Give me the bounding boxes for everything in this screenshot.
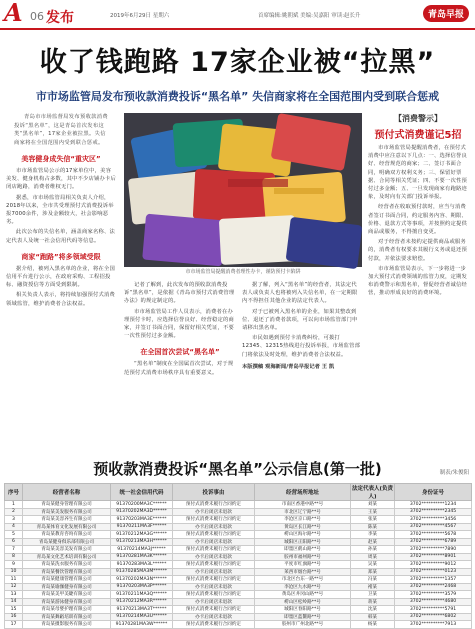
paragraph: 市市场监管局公示的17家单位中，美容美发、健身机构占多数，其中不少店铺办卡后闭店跑路，消费者维权无门。: [6, 168, 116, 191]
issue-date: 2019年6月29日 星期六: [110, 13, 170, 19]
table-cell: 3702**********7890: [395, 546, 472, 554]
table-row: [5, 531, 472, 539]
table-header-cell: 身份证号: [395, 484, 472, 501]
table-cell: 办卡后闭店未退款: [173, 613, 255, 621]
table-row: [5, 523, 472, 531]
table-cell: 91370214MA3J******: [111, 546, 173, 554]
table-cell: 91370214MA3U******: [111, 613, 173, 621]
table-cell: 3702**********2468: [395, 583, 472, 591]
table-cell: 市南区香港中路**号: [255, 501, 351, 509]
table-cell: 17: [5, 621, 23, 629]
paragraph: 对于已被列入黑名单的企业，如果其整改到位、退还了消费者款项，可以向市场监管部门申请移出黑名单。: [242, 308, 358, 332]
table-cell: 办卡后闭店未退款: [173, 553, 255, 561]
table-cell: 即墨区蓝鳌路**号: [255, 613, 351, 621]
paragraph: 据介绍，被列入黑名单的企业，将在全国信用平台进行公示，在政府采购、工程招投标、融资授信等方面受到限制。: [6, 265, 115, 289]
headline: 收了钱跑路 17家企业被“拉黑”: [39, 47, 436, 78]
table-cell: 莱西市烟台路**号: [255, 568, 351, 576]
table-cell: 3: [5, 516, 23, 524]
table-cell: 4: [5, 523, 23, 531]
table-cell: 91370213MA3H******: [111, 538, 173, 546]
table-cell: 3702**********2345: [395, 508, 472, 516]
paragraph: 市市场监管局工作人员表示，消费者在办理预付卡时，应选择信誉良好、经营稳定的商家，并签订书面合同，保留好相关凭证，不要一次性预付过多金额。: [124, 308, 234, 340]
table-cell: 卫某: [351, 591, 395, 599]
table-cell: 青岛某洗衣服务有限公司: [23, 561, 111, 569]
editor-credits: 首席编辑:姚朝斌 美编:吴嘉阳 审读:赵长升: [258, 13, 361, 19]
table-header-cell: 经营者名称: [23, 484, 111, 501]
table-cell: 10: [5, 568, 23, 576]
table-header-cell: 统一社会信用代码: [111, 484, 173, 501]
table-cell: 刘某: [351, 501, 395, 509]
table-row: [5, 516, 472, 524]
table-cell: 陈某: [351, 523, 395, 531]
table-cell: 周某: [351, 553, 395, 561]
table-row: [5, 561, 472, 569]
table-cell: 3702**********0123: [395, 568, 472, 576]
table-cell: 李沧区九水路**号: [255, 583, 351, 591]
table-cell: 青岛某美发服务有限公司: [23, 508, 111, 516]
table-cell: 平度市红旗路**号: [255, 561, 351, 569]
table-cell: 城阳区春阳路**号: [255, 606, 351, 614]
table-cell: 胶州市福州路**号: [255, 553, 351, 561]
table-row: [5, 598, 472, 606]
section-heading-3: 在全国首次尝试“黑名单”: [140, 348, 220, 357]
cards-illustration: [124, 113, 362, 267]
table-cell: 市北区台东一路**号: [255, 576, 351, 584]
table-cell: 91370281MA3W******: [111, 621, 173, 629]
table-header-cell: 序号: [5, 484, 23, 501]
table-row: [5, 553, 472, 561]
blacklist-table: [4, 483, 472, 629]
table-row: [5, 508, 472, 516]
table-cell: 孙某: [351, 546, 395, 554]
table-cell: 预付式消费未履行合同约定: [173, 561, 255, 569]
table-cell: 即墨区鹤山路**号: [255, 546, 351, 554]
table-cell: 1: [5, 501, 23, 509]
sidebar-text: [368, 144, 468, 298]
sidebar-title: 预付式消费谨记5招: [374, 130, 462, 141]
table-cell: 7: [5, 546, 23, 554]
table-cell: 青岛某母婴护理有限公司: [23, 606, 111, 614]
table-cell: 黄岛区长江路**号: [255, 523, 351, 531]
table-cell: 91370211MA3F******: [111, 523, 173, 531]
table-cell: 预付式消费未履行合同约定: [173, 606, 255, 614]
table-cell: 91370202MA3N******: [111, 576, 173, 584]
subheadline: 市市场监管局发布预收款消费投诉“黑名单” 失信商家将在全国范围内受到联合惩戒: [35, 90, 440, 103]
photo-caption: 市市场监管局提醒消费者理性办卡，谨防预付卡陷阱: [185, 269, 301, 275]
table-cell: 青岛某美容养生有限公司: [23, 516, 111, 524]
table-cell: 3702**********3579: [395, 591, 472, 599]
table-cell: 预付式消费未履行合同约定: [173, 576, 255, 584]
blacklist-table-section: [4, 458, 471, 629]
column-2-text-2: [124, 360, 236, 376]
table-cell: 3702**********3456: [395, 516, 472, 524]
table-cell: 9: [5, 561, 23, 569]
table-row: [5, 591, 472, 599]
table-cell: 韩某: [351, 613, 395, 621]
paragraph: “黑名单”制度在全国属首次尝试，对于规范预付式消费市场秩序具有重要意义。: [124, 361, 234, 376]
table-cell: 办卡后闭店未退款: [173, 598, 255, 606]
paragraph: 市市场监管局表示，下一步将进一步加大预付式消费领域的监管力度，定期发布消费警示和黑名单，督促经营者诚信经营，推动形成良好的消费环境。: [368, 265, 467, 297]
masthead: [0, 0, 475, 30]
table-cell: 3702**********6789: [395, 538, 472, 546]
table-cell: 3702**********1357: [395, 576, 472, 584]
section-heading-2: 商家“跑路”将多领域受限: [21, 252, 101, 261]
table-cell: 蒋某: [351, 598, 395, 606]
table-cell: 褚某: [351, 583, 395, 591]
paragraph: 经营者在收取预付款时，应当与消费者签订书面合同，约定服务内容、期限、价格、退款方式等事项，并按照约定提供商品或服务，不得擅自变更。: [368, 204, 467, 236]
table-cell: 城阳区正阳路**号: [255, 538, 351, 546]
table-cell: 黄岛区井冈山路**号: [255, 591, 351, 599]
table-cell: 崂山区海尔路**号: [255, 531, 351, 539]
page-number: 06: [30, 10, 44, 23]
lead-paragraph: 青岛市市场监督局发布预收款消费投诉“黑名单”，这是青岛首次发布这类“黑名单”，17家企业被拉黑。失信商家将在全国范围内受到联合惩戒。: [14, 114, 108, 146]
table-row: [5, 621, 472, 629]
table-cell: 青岛某瑜伽健身有限公司: [23, 583, 111, 591]
table-cell: 沈某: [351, 606, 395, 614]
table-cell: 张某: [351, 516, 395, 524]
table-cell: 3702**********5791: [395, 606, 472, 614]
table-cell: 预付式消费未履行合同约定: [173, 546, 255, 554]
prepaid-cards-photo: [124, 113, 362, 267]
table-cell: 冯某: [351, 576, 395, 584]
table-row: [5, 546, 472, 554]
table-cell: 办卡后闭店未退款: [173, 508, 255, 516]
table-cell: 2: [5, 508, 23, 516]
paragraph: 此次公布的失信名单，涵盖商家名称、法定代表人及统一社会信用代码等信息。: [6, 229, 115, 244]
table-cell: 青岛某游泳健身有限公司: [23, 598, 111, 606]
table-cell: 王某: [351, 508, 395, 516]
table-cell: 李沧区京口路**号: [255, 516, 351, 524]
table-cell: 办卡后闭店未退款: [173, 523, 255, 531]
table-cell: 李某: [351, 531, 395, 539]
column-2-text: [124, 281, 236, 340]
table-cell: 3702**********6802: [395, 613, 472, 621]
table-cell: 郑某: [351, 568, 395, 576]
table-cell: 15: [5, 606, 23, 614]
table-row: [5, 583, 472, 591]
table-cell: 5: [5, 531, 23, 539]
paragraph: 市市场监管局提醒消费者，在预付式消费中应注意以下几点：一、选择信誉良好、经营规范的商家；二、签订书面合同，明确双方权利义务；三、保留好票据、合同等相关凭证；四、不要一次性预付过多金额；五、一旦发现商家有跑路迹象，及时向有关部门投诉举报。: [368, 145, 467, 201]
table-cell: 预付式消费未履行合同约定: [173, 531, 255, 539]
table-cell: 青岛某健身管理有限公司: [23, 501, 111, 509]
table-header-row: [5, 484, 472, 501]
paragraph: 市民如遇到预付卡消费纠纷，可拨打12345、12315热线进行投诉举报，市场监管部门将依法及时处理，维护消费者合法权益。: [242, 335, 361, 358]
table-cell: 6: [5, 538, 23, 546]
table-cell: 11: [5, 576, 23, 584]
sidebar-tag: 【消费警示】: [394, 114, 442, 123]
table-cell: 3702**********4567: [395, 523, 472, 531]
table-cell: 3702**********5678: [395, 531, 472, 539]
table-cell: 青岛某健康管理有限公司: [23, 576, 111, 584]
table-cell: 91370212MA3G******: [111, 531, 173, 539]
table-cell: 91370202MA3D******: [111, 508, 173, 516]
table-cell: 青岛某美甲美睫有限公司: [23, 591, 111, 599]
table-cell: 预付式消费未履行合同约定: [173, 591, 255, 599]
table-row: [5, 538, 472, 546]
table-cell: 赵某: [351, 538, 395, 546]
table-cell: 办卡后闭店未退款: [173, 568, 255, 576]
table-cell: 91370283MA3L******: [111, 561, 173, 569]
table-cell: 青岛某健身俱乐部有限公司: [23, 538, 111, 546]
table-cell: 预付式消费未履行合同约定: [173, 621, 255, 629]
table-cell: 办卡后闭店未退款: [173, 538, 255, 546]
table-cell: 崂山区松岭路**号: [255, 598, 351, 606]
table-cell: 青岛某摄影服务有限公司: [23, 621, 111, 629]
paragraph: 相关负责人表示，将持续加强预付式消费领域监管，维护消费者合法权益。: [6, 292, 115, 307]
table-cell: 91370213MA3T******: [111, 606, 173, 614]
byline: 本版撰稿 观海新闻/青岛早报记者 王 凯: [242, 363, 335, 370]
table-row: [5, 576, 472, 584]
paragraph: 记者了解到，此次发布的预收款消费投诉“黑名单”，是依据《青岛市预付式消费管理办法》的规定制定的。: [124, 282, 235, 305]
table-cell: 91370200MA3C******: [111, 501, 173, 509]
table-cell: 青岛某舞蹈培训有限公司: [23, 613, 111, 621]
table-cell: 市北区辽宁路**号: [255, 508, 351, 516]
table-cell: 青岛某教育咨询有限公司: [23, 531, 111, 539]
table-cell: 3702**********7913: [395, 621, 472, 629]
paragraph: 据了解，列入“黑名单”的经营者，其法定代表人或负责人也将被列入失信名单，在一定期限内不得担任其他企业的法定代表人。: [242, 282, 358, 305]
table-cell: 青岛某文化艺术培训有限公司: [23, 553, 111, 561]
column-1: [6, 113, 116, 310]
table-row: [5, 501, 472, 509]
table-cell: 91370285MA3M******: [111, 568, 173, 576]
table-row: [5, 606, 472, 614]
table-cell: 12: [5, 583, 23, 591]
table-cell: 8: [5, 553, 23, 561]
table-header-cell: 投诉事由: [173, 484, 255, 501]
table-cell: 13: [5, 591, 23, 599]
page-letter: A: [4, 0, 23, 27]
table-body: [5, 501, 472, 629]
table-header-cell: 法定代表人(负责人): [351, 484, 395, 501]
table-cell: 3702**********4680: [395, 598, 472, 606]
table-cell: 91370212MA3R******: [111, 598, 173, 606]
table-cell: 胶州市广州北路**号: [255, 621, 351, 629]
table-cell: 14: [5, 598, 23, 606]
table-cell: 91370211MA3Q******: [111, 591, 173, 599]
table-cell: 3702**********9012: [395, 561, 472, 569]
column-3: [242, 278, 362, 370]
column-3-text: [242, 281, 362, 359]
table-cell: 91370203MA3E******: [111, 516, 173, 524]
table-cell: 青岛某美容美发有限公司: [23, 546, 111, 554]
table-cell: 青岛某体育文化发展有限公司: [23, 523, 111, 531]
newspaper-logo: 青岛早报: [423, 5, 469, 22]
paragraph: 据悉，市市场监管局相关负责人介绍，2018年以来，全市共受理预付式消费投诉举报7000余件，涉及金额较大，社会影响恶劣。: [6, 194, 114, 226]
table-title: 预收款消费投诉“黑名单”公示信息(第一批): [93, 460, 382, 478]
table-cell: 91370281MA3K******: [111, 553, 173, 561]
section-name: 发布: [46, 10, 74, 26]
table-cell: 吴某: [351, 561, 395, 569]
table-cell: 91370203MA3P******: [111, 583, 173, 591]
table-header-cell: 经营场所地址: [255, 484, 351, 501]
table-row: [5, 613, 472, 621]
table-editor-credit: 制表/朱俊阳: [439, 470, 469, 476]
table-cell: 16: [5, 613, 23, 621]
consumer-tips-sidebar: [368, 113, 468, 300]
table-cell: 3702**********1234: [395, 501, 472, 509]
table-cell: 预付式消费未履行合同约定: [173, 501, 255, 509]
table-row: [5, 568, 472, 576]
table-cell: 杨某: [351, 621, 395, 629]
table-cell: 预付式消费未履行合同约定: [173, 516, 255, 524]
table-cell: 办卡后闭店未退款: [173, 583, 255, 591]
column-1-text-2: [6, 265, 116, 308]
column-2: [124, 278, 236, 379]
table-cell: 青岛某餐饮管理有限公司: [23, 568, 111, 576]
section-heading-1: 美容健身成失信“重灾区”: [21, 155, 101, 163]
table-cell: 3702**********8901: [395, 553, 472, 561]
column-1-text: [6, 167, 116, 245]
paragraph: 对于经营者未按约定提供商品或服务的，消费者有权要求其履行义务或退还预付款，并依法要求赔偿。: [368, 239, 467, 262]
